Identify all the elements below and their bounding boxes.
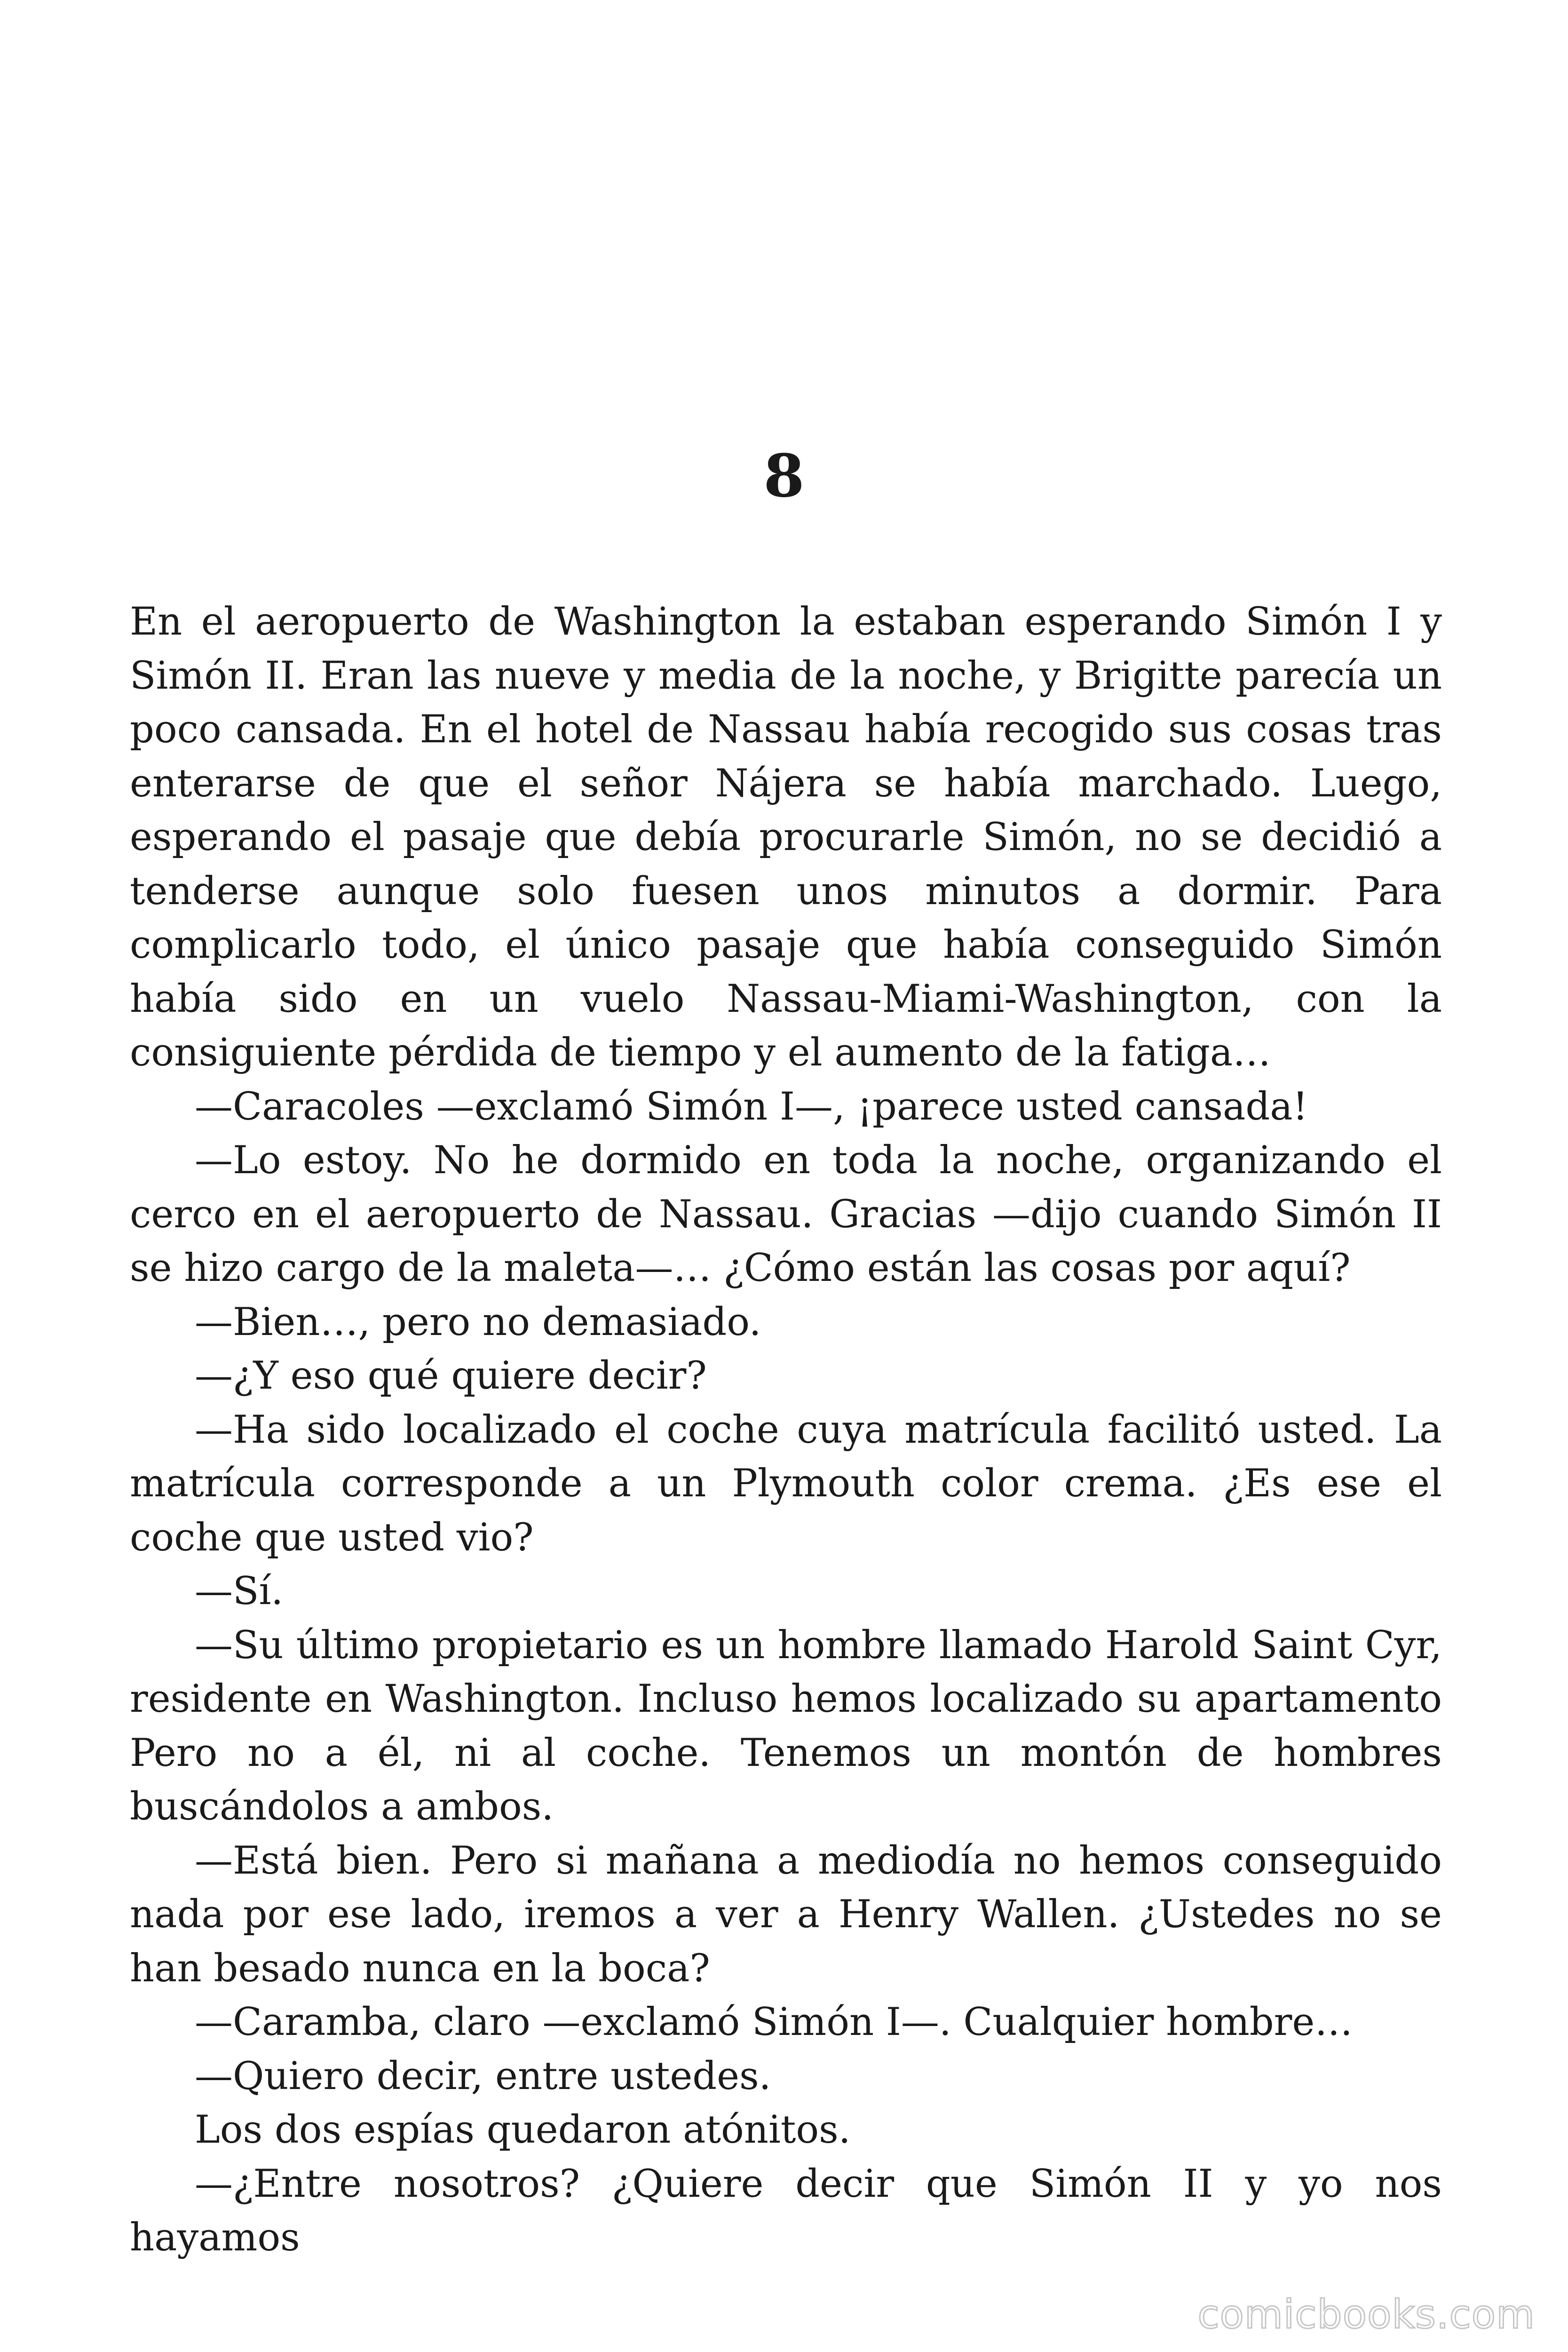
paragraph: —¿Y eso qué quiere decir? xyxy=(195,1354,707,1398)
paragraph: —Lo estoy. No he dormido en toda la noche, organizando el cerco en el aeropuerto de Nassau. Gracias —dijo cuando Simón II se hizo cargo de la maleta—… ¿Cómo están las cosas por aquí? xyxy=(130,1138,1442,1290)
paragraph: —Su último propietario es un hombre llamado Harold Saint Cyr, residente en Washington. Incluso hemos localizado su apartamento Pero no a él, ni al coche. Tenemos un montón de hombres buscándolos a ambos. xyxy=(130,1623,1442,1829)
paragraph: —Bien…, pero no demasiado. xyxy=(195,1300,761,1344)
paragraph: Los dos espías quedaron atónitos. xyxy=(195,2108,851,2152)
chapter-number: 8 xyxy=(763,442,805,510)
paragraph: —Está bien. Pero si mañana a mediodía no hemos conseguido nada por ese lado, iremos a ver a Henry Wallen. ¿Ustedes no se han besado nunca en la boca? xyxy=(130,1838,1442,1991)
paragraph: En el aeropuerto de Washington la estaban esperando Simón I y Simón II. Eran las nueve y media de la noche, y Brigitte parecía un poco cansada. En el hotel de Nassau había recogido sus cosas tras enterarse de que el señor Nájera se había marchado. Luego, esperando el pasaje que debía procurarle Simón, no se decidió a tenderse aunque solo fuesen unos minutos a dormir. Para complicarlo todo, el único pasaje que había conseguido Simón había sido en un vuelo Nassau-Miami-Washington, con la consiguiente pérdida de tiempo y el aumento de la fatiga… xyxy=(130,600,1442,1075)
chapter-body xyxy=(130,595,1442,2265)
paragraph: —Sí. xyxy=(195,1569,284,1613)
paragraph: —¿Entre nosotros? ¿Quiere decir que Simón II y yo nos hayamos xyxy=(130,2161,1442,2260)
paragraph: —Caramba, claro —exclamó Simón I—. Cualquier hombre… xyxy=(195,2000,1353,2044)
watermark: comicbooks.com xyxy=(1197,2291,1535,2337)
paragraph: —Caracoles —exclamó Simón I—, ¡parece usted cansada! xyxy=(195,1084,1308,1129)
paragraph: —Ha sido localizado el coche cuya matrícula facilitó usted. La matrícula corresponde a un Plymouth color crema. ¿Es ese el coche que usted vio? xyxy=(130,1407,1442,1560)
paragraph: —Quiero decir, entre ustedes. xyxy=(195,2054,771,2098)
